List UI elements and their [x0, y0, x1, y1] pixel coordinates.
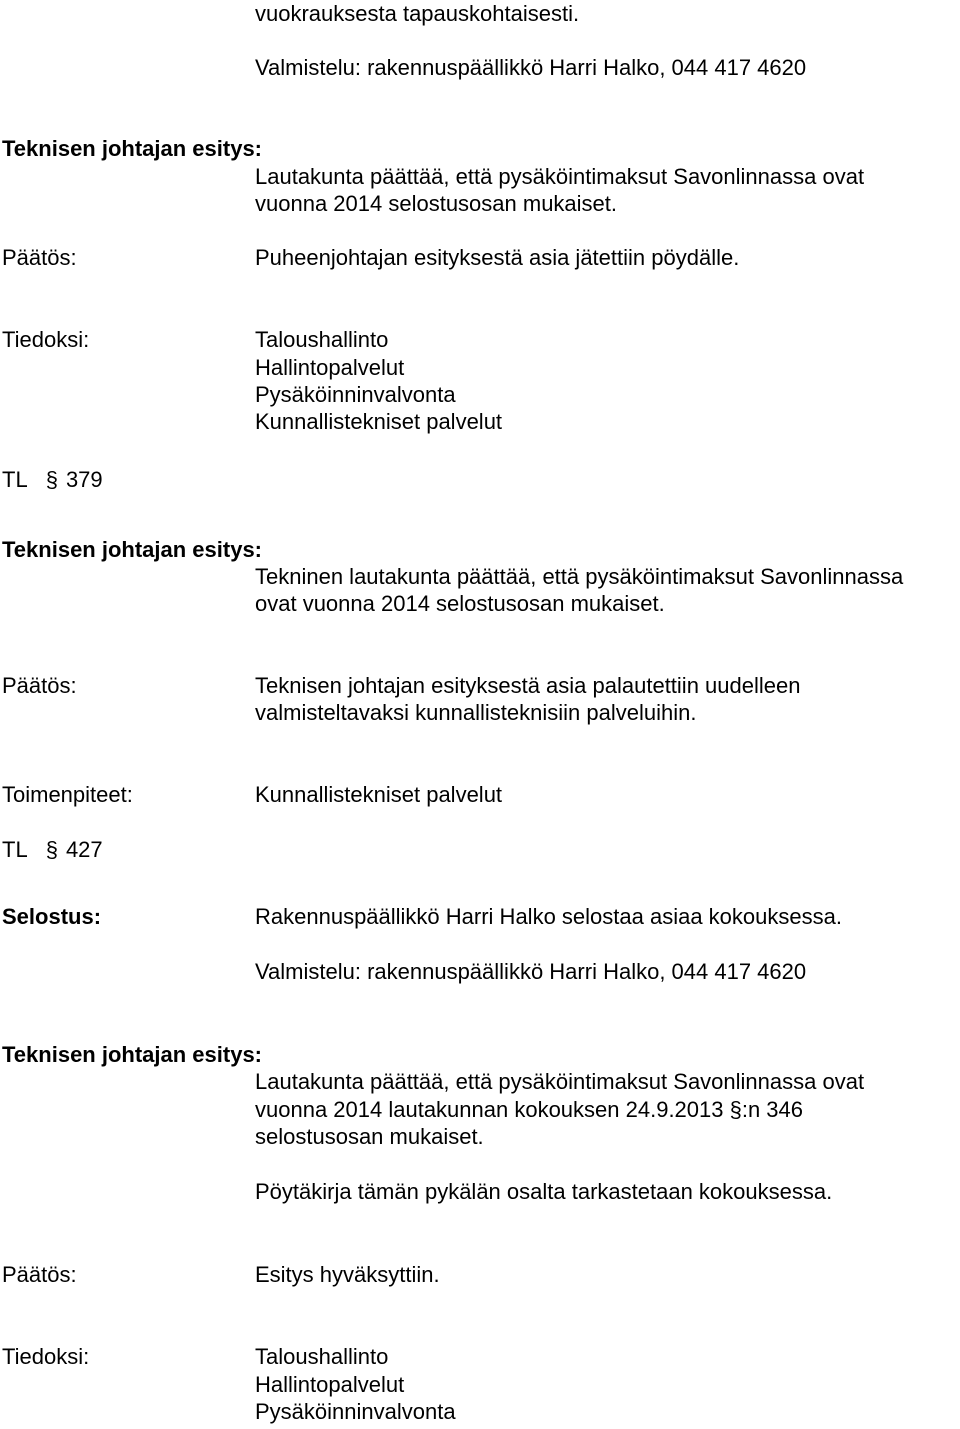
- actions-text: Kunnallistekniset palvelut: [255, 782, 503, 807]
- section-number: 379: [65, 467, 103, 492]
- decision-text: Puheenjohtajan esityksestä asia jätettiin pöydälle.: [255, 245, 740, 270]
- decision-label: Päätös:: [2, 245, 77, 270]
- actions-label: Toimenpiteet:: [2, 782, 133, 807]
- decision-label: Päätös:: [2, 1262, 77, 1287]
- proposal-label: Teknisen johtajan esitys:: [2, 537, 263, 562]
- proposal-line: selostusosan mukaiset.: [255, 1124, 484, 1149]
- minutes-check-line: Pöytäkirja tämän pykälän osalta tarkastetaan kokouksessa.: [255, 1179, 833, 1204]
- report-label: Selostus:: [2, 904, 102, 929]
- section-number: 427: [65, 837, 103, 862]
- proposal-label: Teknisen johtajan esitys:: [2, 136, 263, 161]
- preparer-line: Valmistelu: rakennuspäällikkö Harri Halko, 044 417 4620: [255, 55, 807, 80]
- notification-item: Hallintopalvelut: [255, 1372, 405, 1397]
- notification-label: Tiedoksi:: [2, 1344, 90, 1369]
- section-sign: §: [45, 467, 58, 492]
- notification-item: Kunnallistekniset palvelut: [255, 409, 503, 434]
- section-sign: §: [45, 837, 58, 862]
- notification-label: Tiedoksi:: [2, 327, 90, 352]
- proposal-line: Tekninen lautakunta päättää, että pysäköintimaksut Savonlinnassa: [255, 564, 904, 589]
- report-text: Rakennuspäällikkö Harri Halko selostaa asiaa kokouksessa.: [255, 904, 842, 929]
- section-heading: [2, 466, 103, 493]
- section-heading: [2, 836, 103, 863]
- proposal-line: vuonna 2014 selostusosan mukaiset.: [255, 191, 618, 216]
- proposal-line: Lautakunta päättää, että pysäköintimaksut Savonlinnassa ovat: [255, 164, 865, 189]
- decision-line: Teknisen johtajan esityksestä asia palautettiin uudelleen: [255, 673, 801, 698]
- decision-text: Esitys hyväksyttiin.: [255, 1262, 440, 1287]
- decision-label: Päätös:: [2, 673, 77, 698]
- proposal-line: Lautakunta päättää, että pysäköintimaksut Savonlinnassa ovat: [255, 1069, 865, 1094]
- section-prefix: TL: [2, 467, 28, 492]
- notification-item: Pysäköinninvalvonta: [255, 1399, 456, 1424]
- decision-line: valmisteltavaksi kunnallisteknisiin palveluihin.: [255, 700, 697, 725]
- proposal-line: ovat vuonna 2014 selostusosan mukaiset.: [255, 591, 665, 616]
- section-prefix: TL: [2, 837, 28, 862]
- notification-item: Hallintopalvelut: [255, 355, 405, 380]
- proposal-line: vuonna 2014 lautakunnan kokouksen 24.9.2013 §:n 346: [255, 1097, 804, 1122]
- proposal-label: Teknisen johtajan esitys:: [2, 1042, 263, 1067]
- continuation-text: vuokrauksesta tapauskohtaisesti.: [255, 1, 580, 26]
- notification-item: Pysäköinninvalvonta: [255, 382, 456, 407]
- preparer-line: Valmistelu: rakennuspäällikkö Harri Halko, 044 417 4620: [255, 959, 807, 984]
- notification-item: Taloushallinto: [255, 1344, 389, 1369]
- notification-item: Taloushallinto: [255, 327, 389, 352]
